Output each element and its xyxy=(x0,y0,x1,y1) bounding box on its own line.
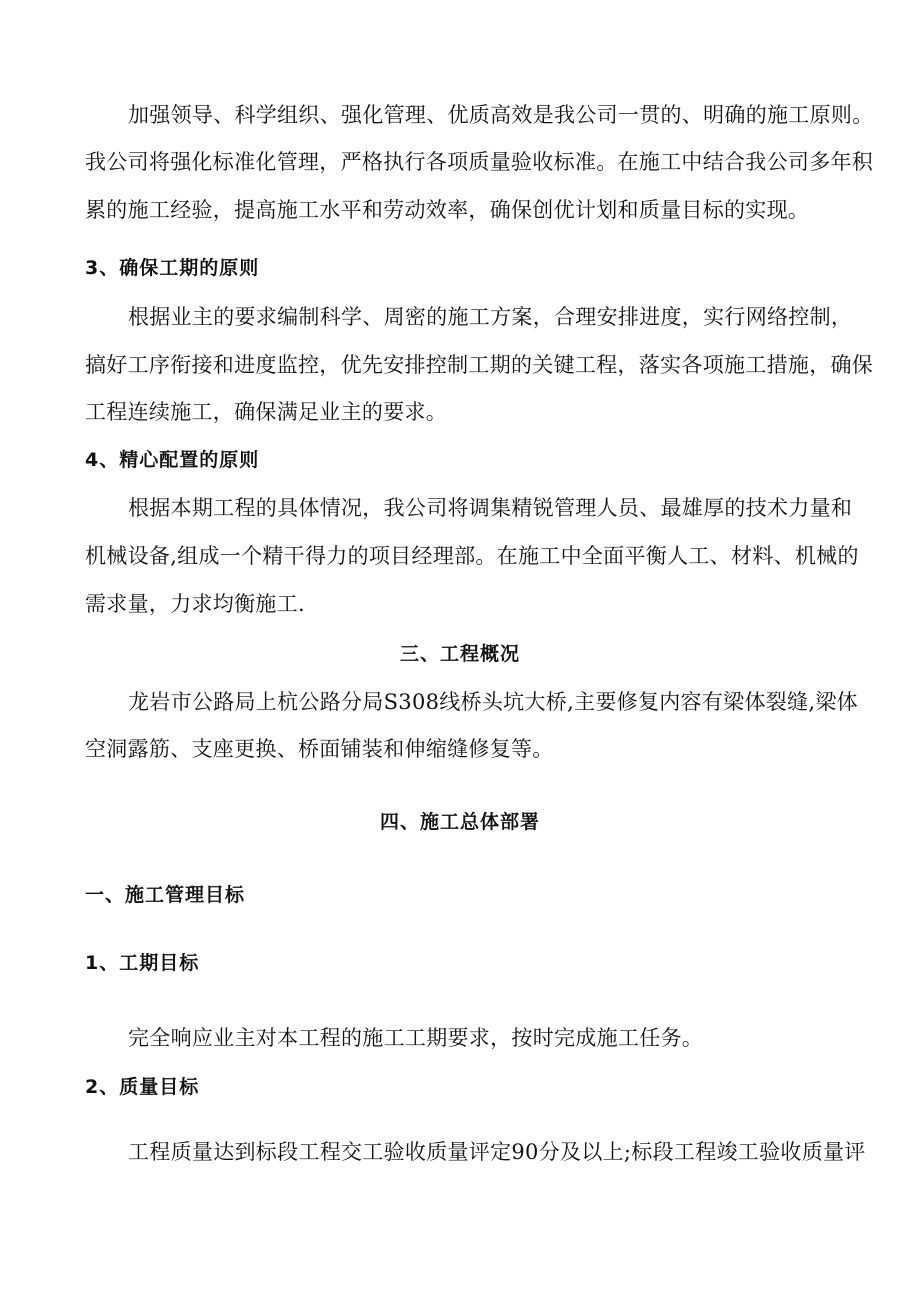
goal-2-text: 工程质量达到标段工程交工验收质量评定90分及以上;标段工程竣工验收质量评 xyxy=(128,1140,866,1164)
chapter-3-line-2: 空洞露筋、支座更换、桥面铺装和伸缩缝修复等。 xyxy=(85,737,554,761)
intro-line-1: 加强领导、科学组织、强化管理、优质高效是我公司一贯的、明确的施工原则。 xyxy=(128,103,874,127)
section-3-line-2: 搞好工序衔接和进度监控，优先安排控制工期的关键工程，落实各项施工措施，确保 xyxy=(85,353,874,377)
goal-1-text: 完全响应业主对本工程的施工工期要求，按时完成施工任务。 xyxy=(128,1026,704,1050)
intro-line-3: 累的施工经验，提高施工水平和劳动效率，确保创优计划和质量目标的实现。 xyxy=(85,198,810,222)
chapter-3-title: 三、工程概况 xyxy=(399,643,520,665)
section-4-line-2: 机械设备,组成一个精干得力的项目经理部。在施工中全面平衡人工、材料、机械的 xyxy=(85,544,859,568)
section-4-heading: 4、精心配置的原则 xyxy=(85,449,260,471)
goal-1-heading: 1、工期目标 xyxy=(85,952,200,974)
section-3-line-3: 工程连续施工，确保满足业主的要求。 xyxy=(85,400,448,424)
chapter-4-title: 四、施工总体部署 xyxy=(379,811,540,833)
chapter-3-line-1: 龙岩市公路局上杭公路分局S308线桥头坑大桥,主要修复内容有梁体裂缝,梁体 xyxy=(128,690,858,714)
goal-2-heading: 2、质量目标 xyxy=(85,1076,200,1098)
intro-line-2: 我公司将强化标准化管理，严格执行各项质量验收标准。在施工中结合我公司多年积 xyxy=(85,150,874,174)
section-4-line-1: 根据本期工程的具体情况，我公司将调集精锐管理人员、最雄厚的技术力量和 xyxy=(128,496,853,520)
management-goals-heading: 一、施工管理目标 xyxy=(85,884,246,906)
section-3-heading: 3、确保工期的原则 xyxy=(85,257,260,279)
section-3-line-1: 根据业主的要求编制科学、周密的施工方案，合理安排进度，实行网络控制， xyxy=(128,305,853,329)
section-4-line-3: 需求量，力求均衡施工. xyxy=(85,592,305,616)
